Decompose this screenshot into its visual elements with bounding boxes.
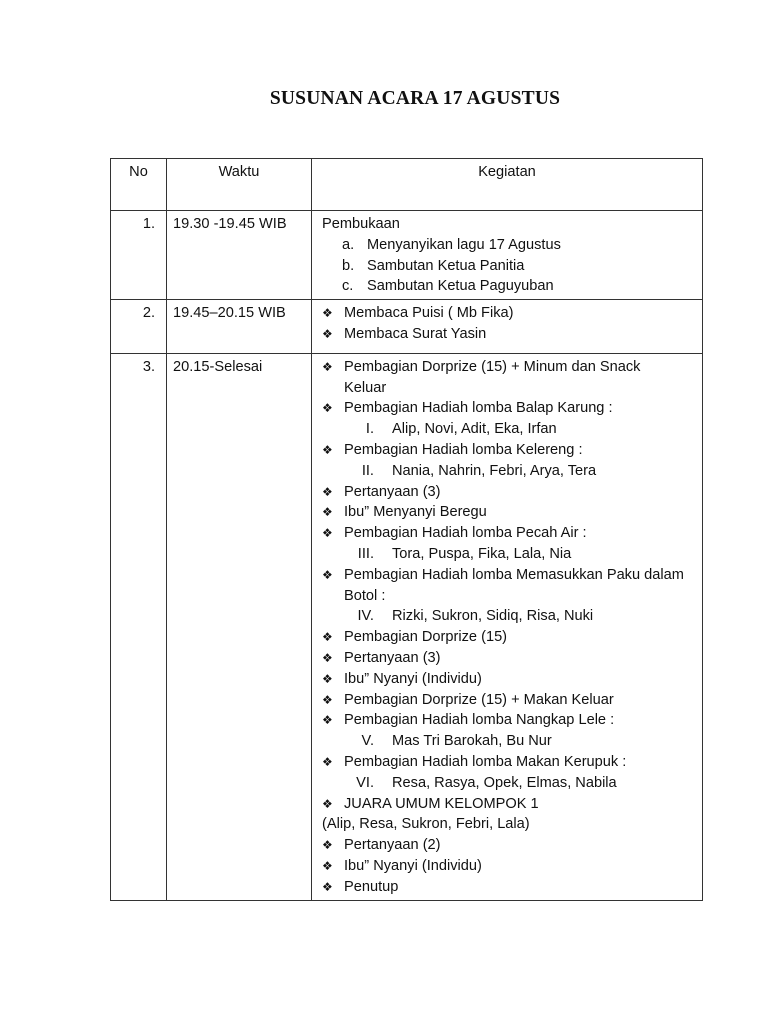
champion-members: (Alip, Resa, Sukron, Febri, Lala) xyxy=(322,816,530,833)
list-item-text: Pertanyaan (2) xyxy=(344,837,441,854)
winner-names: Alip, Novi, Adit, Eka, Irfan xyxy=(392,421,557,438)
winner-names: Rizki, Sukron, Sidiq, Risa, Nuki xyxy=(392,608,594,625)
activity-heading: Pembukaan xyxy=(322,216,400,232)
list-marker: I. xyxy=(365,421,374,438)
row-time: 20.15-Selesai xyxy=(167,353,312,900)
table-row xyxy=(111,211,703,300)
list-marker: c. xyxy=(342,278,354,295)
list-item-text: Sambutan Ketua Panitia xyxy=(367,257,525,274)
list-marker: VI. xyxy=(356,774,374,791)
diamond-bullet-icon: ❖ xyxy=(322,526,333,541)
row-activities xyxy=(312,353,703,900)
winner-item xyxy=(322,419,702,440)
list-item xyxy=(322,835,702,856)
diamond-bullet-icon: ❖ xyxy=(322,713,333,728)
header-activity: Kegiatan xyxy=(312,159,703,211)
table-row xyxy=(111,353,703,900)
list-item xyxy=(322,877,702,898)
list-marker: b. xyxy=(342,257,355,274)
list-marker: II. xyxy=(361,462,374,479)
list-item-text: Pembagian Hadiah lomba Balap Karung : xyxy=(344,400,613,417)
list-item-text: Membaca Puisi ( Mb Fika) xyxy=(344,305,514,322)
list-item-text: Pembagian Hadiah lomba Kelereng : xyxy=(344,441,583,458)
list-item-text: Sambutan Ketua Paguyuban xyxy=(367,278,554,295)
list-item-text: Pembagian Hadiah lomba Makan Kerupuk : xyxy=(344,753,627,770)
table-header-row xyxy=(111,159,703,211)
list-marker: III. xyxy=(357,545,374,562)
diamond-bullet-icon: ❖ xyxy=(322,505,333,520)
diamond-bullet-icon: ❖ xyxy=(322,838,333,853)
list-item xyxy=(322,235,702,256)
row-number: 2. xyxy=(111,300,167,354)
list-item xyxy=(322,482,702,503)
row-time: 19.30 -19.45 WIB xyxy=(167,211,312,300)
winner-names: Mas Tri Barokah, Bu Nur xyxy=(392,733,552,750)
list-item xyxy=(322,690,702,711)
list-item-text: Ibu” Nyanyi (Individu) xyxy=(344,857,482,874)
list-item xyxy=(322,627,702,648)
list-item xyxy=(322,669,702,690)
diamond-bullet-icon: ❖ xyxy=(322,484,333,499)
diamond-bullet-icon: ❖ xyxy=(322,630,333,645)
list-item-text: Pembagian Hadiah lomba Memasukkan Paku dalam Botol : xyxy=(344,566,684,604)
header-no: No xyxy=(111,159,167,211)
diamond-bullet-icon: ❖ xyxy=(322,326,333,341)
schedule-table xyxy=(110,158,703,901)
list-marker: V. xyxy=(361,733,374,750)
winner-names: Nania, Nahrin, Febri, Arya, Tera xyxy=(392,462,597,479)
list-item xyxy=(322,276,702,297)
list-item xyxy=(322,565,684,607)
list-item-text: Ibu” Nyanyi (Individu) xyxy=(344,670,482,687)
list-item xyxy=(322,324,702,345)
list-item-text: Membaca Surat Yasin xyxy=(344,325,487,342)
list-item-text: Pembagian Hadiah lomba Nangkap Lele : xyxy=(344,712,615,729)
list-item-text: Pertanyaan (3) xyxy=(344,649,441,666)
list-item-text: Ibu” Menyanyi Beregu xyxy=(344,504,487,521)
list-item-text: Pembagian Dorprize (15) + Minum dan Snack Keluar xyxy=(344,358,641,396)
diamond-bullet-icon: ❖ xyxy=(322,692,333,707)
winner-item xyxy=(322,773,702,794)
row-activities xyxy=(312,300,703,354)
list-item-text: Menyanyikan lagu 17 Agustus xyxy=(367,236,561,253)
winner-item xyxy=(322,544,702,565)
list-item xyxy=(322,303,702,324)
diamond-bullet-icon: ❖ xyxy=(322,858,333,873)
diamond-bullet-icon: ❖ xyxy=(322,567,333,582)
list-item-text: Pembagian Hadiah lomba Pecah Air : xyxy=(344,525,587,542)
list-item xyxy=(322,856,702,877)
winner-item xyxy=(322,606,702,627)
header-time: Waktu xyxy=(167,159,312,211)
diamond-bullet-icon: ❖ xyxy=(322,796,333,811)
diamond-bullet-icon: ❖ xyxy=(322,754,333,769)
list-item xyxy=(322,502,702,523)
diamond-bullet-icon: ❖ xyxy=(322,359,333,374)
list-item-text: Penutup xyxy=(344,878,399,895)
list-item xyxy=(322,398,702,419)
winner-item xyxy=(322,461,702,482)
list-item xyxy=(322,357,684,399)
diamond-bullet-icon: ❖ xyxy=(322,879,333,894)
list-item-text: Pembagian Dorprize (15) xyxy=(344,629,508,646)
list-item xyxy=(322,440,702,461)
list-item xyxy=(322,710,702,731)
diamond-bullet-icon: ❖ xyxy=(322,442,333,457)
winner-item xyxy=(322,731,702,752)
list-item xyxy=(322,752,702,773)
list-marker: a. xyxy=(342,236,355,253)
list-item-text: JUARA UMUM KELOMPOK 1 xyxy=(344,795,539,812)
list-marker: IV. xyxy=(357,608,374,625)
list-item xyxy=(322,256,702,277)
winner-names: Tora, Puspa, Fika, Lala, Nia xyxy=(392,545,572,562)
list-item-text: Pertanyaan (3) xyxy=(344,483,441,500)
winner-names: Resa, Rasya, Opek, Elmas, Nabila xyxy=(392,774,617,791)
list-item xyxy=(322,648,702,669)
diamond-bullet-icon: ❖ xyxy=(322,650,333,665)
diamond-bullet-icon: ❖ xyxy=(322,306,333,321)
list-item-text: Pembagian Dorprize (15) + Makan Keluar xyxy=(344,691,614,708)
row-number: 3. xyxy=(111,353,167,900)
list-item xyxy=(322,794,702,815)
diamond-bullet-icon: ❖ xyxy=(322,401,333,416)
row-time: 19.45–20.15 WIB xyxy=(167,300,312,354)
row-number: 1. xyxy=(111,211,167,300)
row-activities xyxy=(312,211,703,300)
page-title: SUSUNAN ACARA 17 AGUSTUS xyxy=(269,88,561,109)
list-item xyxy=(322,523,702,544)
table-row xyxy=(111,300,703,354)
diamond-bullet-icon: ❖ xyxy=(322,671,333,686)
